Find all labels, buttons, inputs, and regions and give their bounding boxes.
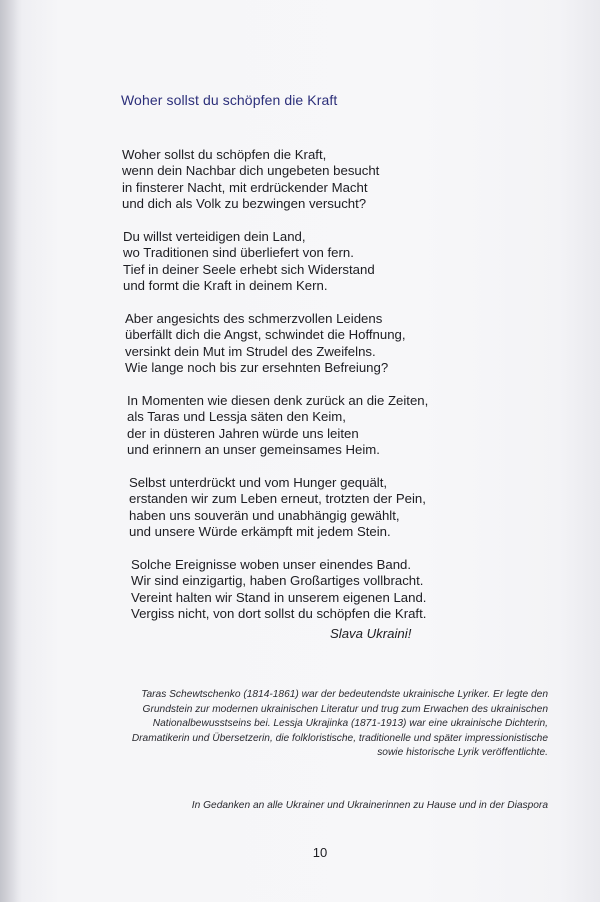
poem-line: Woher sollst du schöpfen die Kraft, xyxy=(122,147,327,162)
stanza-3 xyxy=(125,311,422,377)
poem-line: Vereint halten wir Stand in unserem eigenen Land. xyxy=(131,589,427,605)
footnote-line: Dramatikerin und Übersetzerin, die folkloristische, traditionelle und später impressionistische xyxy=(131,732,548,744)
poem-line: und formt die Kraft in deinem Kern. xyxy=(123,278,328,294)
poem-title: Woher sollst du schöpfen die Kraft xyxy=(121,92,338,108)
poem-line: Du willst verteidigen dein Land, xyxy=(123,229,306,245)
poem-line: Wir sind einzigartig, haben Großartiges vollbracht. xyxy=(131,573,424,589)
poem-line: überfällt dich die Angst, schwindet die Hoffnung, xyxy=(125,327,406,343)
poem-line: Solche Ereignisse woben unser einendes Band. xyxy=(131,557,412,573)
poem-line: als Taras und Lessja säten den Keim, xyxy=(127,409,346,425)
poem-line: Aber angesichts des schmerzvollen Leidens xyxy=(125,311,383,327)
poem-line: versinkt dein Mut im Strudel des Zweifelns. xyxy=(125,343,376,359)
stanza-5 xyxy=(129,475,426,541)
dedication: In Gedanken an alle Ukrainer und Ukrainerinnen zu Hause und in der Diaspora xyxy=(191,800,548,811)
page-number: 10 xyxy=(312,845,328,860)
poem-line: der in düsteren Jahren würde uns leiten xyxy=(127,425,359,441)
poem-line: und unsere Würde erkämpft mit jedem Stein. xyxy=(129,524,391,540)
poem-line: wo Traditionen sind überliefert von fern. xyxy=(123,245,354,261)
poem-line: Vergiss nicht, von dort sollst du schöpfen die Kraft. xyxy=(131,606,427,622)
poem-line: und dich als Volk zu bezwingen versucht? xyxy=(122,196,367,212)
footnote-line: Nationalbewusstseins bei. Lessja Ukrajinka (1871-1913) war eine ukrainische Dichterin, xyxy=(152,718,548,730)
footnote xyxy=(130,688,548,761)
poem-line: Wie lange noch bis zur ersehnten Befreiung? xyxy=(125,360,389,376)
poem-line: Selbst unterdrückt und vom Hunger gequält, xyxy=(129,475,388,491)
stanza-6 xyxy=(131,557,427,623)
poem-body xyxy=(122,147,429,639)
stanza-2 xyxy=(123,229,422,295)
footnote-line: Grundstein zur modernen ukrainischen Literatur und trug zum Erwachen des ukrainischen xyxy=(142,703,548,715)
poem-line: erstanden wir zum Leben erneut, trotzten der Pein, xyxy=(129,491,426,507)
poem-line: und erinnern an unser gemeinsames Heim. xyxy=(127,442,380,458)
poem-line: wenn dein Nachbar dich ungebeten besucht xyxy=(122,163,380,179)
poem-line: haben uns souverän und unabhängig gewählt, xyxy=(129,507,400,523)
page-fold-shadow xyxy=(0,0,22,902)
footnote-line: Taras Schewtschenko (1814-1861) war der bedeutendste ukrainische Lyriker. Er legte den xyxy=(141,689,548,700)
closing-line: Slava Ukraini! xyxy=(330,626,412,641)
poem-line: Tief in deiner Seele erhebt sich Widerstand xyxy=(123,261,375,277)
poem-line: In Momenten wie diesen denk zurück an die Zeiten, xyxy=(127,393,429,409)
stanza-1 xyxy=(122,147,422,213)
footnote-line: sowie historische Lyrik veröffentlichte. xyxy=(377,747,548,759)
stanza-4 xyxy=(127,393,429,459)
poem-line: in finsterer Nacht, mit erdrückender Macht xyxy=(122,179,368,195)
